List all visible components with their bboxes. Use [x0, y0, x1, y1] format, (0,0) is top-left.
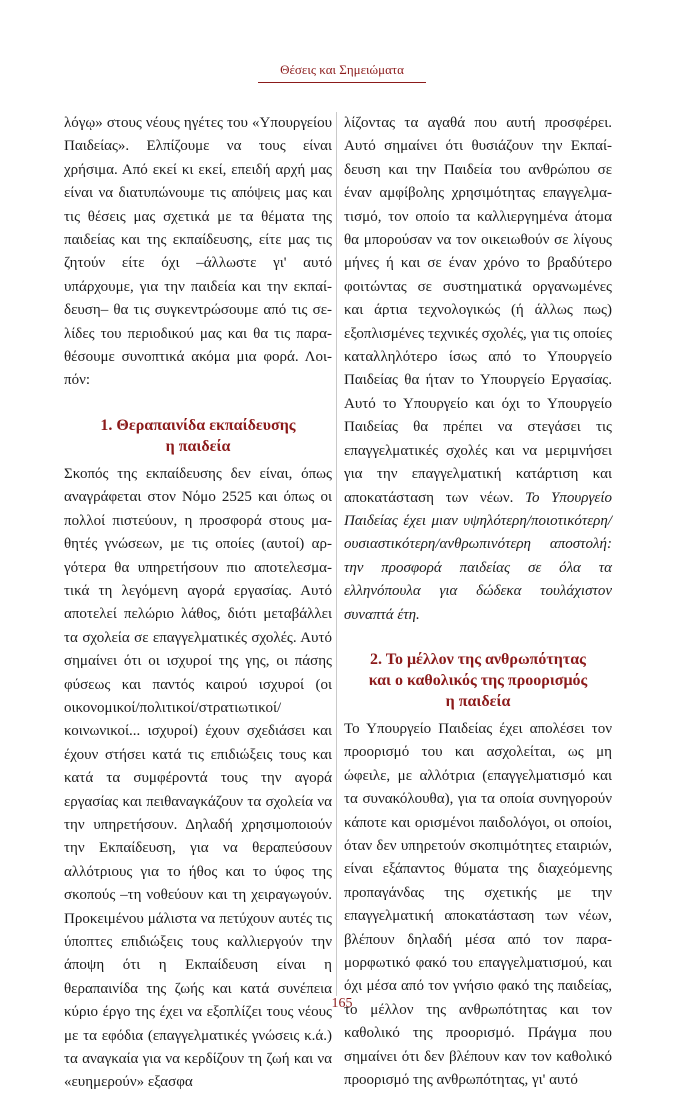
continuation-paragraph	[344, 112, 612, 627]
section-1-title-line-1: 1. Θεραπαινίδα εκπαίδευσης	[100, 416, 296, 434]
running-head	[0, 62, 684, 78]
section-1-title-line-2: η παιδεία	[165, 437, 231, 455]
running-head-rule	[258, 82, 426, 83]
intro-paragraph: λόγῳ» στους νέους ηγέτες του «Υπουργείου Παιδείας». Ελπίζουμε να τους είναι χρήσιμα. Από εκεί κι εκεί, επειδή αρχή μας είναι να διατυπώνουμε τις απόψεις μας και τις θέσεις μας σχετικά με τα θέματα της παιδείας και της εκπαίδευσης, είτε μας τις ζητούν είτε όχι –άλλωστε γι' αυτό υπάρχουμε, για την παιδεία και την εκπαίδευση– θα τις συγκεντρώσουμε από τις σελίδες του περιοδικού μας και θα τις παραθέσουμε συνοπτικά ακόμα μια φορά. Λοιπόν:	[64, 115, 332, 389]
section-2-title-line-1: 2. Το μέλλον της ανθρωπότητας	[370, 650, 586, 668]
section-2-title	[344, 649, 612, 712]
section-2-title-line-3: η παιδεία	[445, 692, 511, 710]
column-divider	[336, 112, 337, 996]
right-column	[344, 112, 612, 1092]
section-1-paragraph: Σκοπός της εκπαίδευσης δεν είναι, όπως αναγράφεται στον Νόμο 2525 και όπως οι πολλοί πιστεύουν, η προσφορά στους μαθητές γνώσεων, με τις οποίες (αυτοί) αργότερα θα υπηρετήσουν πιο αποτελεσματικά τη λεγόμενη αγορά εργασίας. Αυτό αποτελεί πελώριο λάθος, διότι μεταβάλλει τα σχολεία σε επαγγελματικές σχολές. Αυτό σημαίνει ότι οι ισχυροί της γης, οι πάσης φύσεως και παντός καιρού ισχυροί (οι οικονομικοί/πολιτικοί/στρατιωτικοί/κοινωνικοί... ισχυροί) έχουν σχεδιάσει και έχουν στήσει κατά τις επιδιώξεις τους και κατά τα συμφέροντά τους την αγορά εργασίας και πειθαναγκάζουν τα σχολεία να την υπηρετήσουν. Δηλαδή χρησιμοποιούν την Εκπαίδευση, για να θεραπεύσουν αλλότριους για το ήθος και το ύφος της σκοπούς –τη νοθεύουν και τη χειραγωγούν. Προκειμένου μάλιστα να πετύχουν αυτές τις ύποπτες επιδιώξεις τους καλλιεργούν την άποψη ότι η Εκπαίδευση είναι η θεραπαινίδα της ζωής και κατά συνέπεια κύριο έργο της έχει να εξοπλίζει τους νέους με τα εφόδια (επαγγελματικές γνώσεις κ.ά.) τα αναγκαία για να κερδίζουν τη ζωή και να «ευημερούν» εξασφα	[64, 465, 332, 1091]
section-2-paragraph: Το Υπουργείο Παιδείας έχει απολέσει τον προορισμό του και ασχολείται, ως μη ώφειλε, με αλλότρια (επαγγελματισμό και τα συνακόλουθα), για τα οποία συνηγορούν κάποτε και ορισμένοι παιδολόγοι, οι οποίοι, όταν δεν υπηρετούν σκοπιμότητες εταιριών, είναι εξάπαντος θύματα της διαχεόμενης προπαγάνδας της σχετικής με την επαγγελματική αποκατάσταση των νέων, βλέπουν δηλαδή μέσα από τον παραμορφωτικό φακό του επαγγελματισμού, και όχι μέσα από τον γνήσιο φακό της παιδείας, το μέλλον της ανθρωπότητας και τον καθολικό της προορισμό. Πράγμα που σημαίνει ότι δεν βλέπουν καν τον καθολικό προορισμό της ανθρωπότητας, γι' αυτό	[344, 720, 612, 1089]
section-2-title-line-2: και ο καθολικός της προορισμός	[368, 671, 588, 689]
continuation-italic-text: Το Υπουργείο Παιδείας έχει μιαν υψηλότερη/ποιοτικότερη/ουσιαστικότερη/ανθρωπινότερη αποστολή: την προσφορά παιδείας σε όλα τα ελληνόπουλα για δώδεκα τουλάχιστον συναπτά έτη.	[344, 489, 612, 623]
section-1-title	[64, 415, 332, 457]
running-title: Θέσεις και Σημειώματα	[280, 62, 404, 77]
left-column	[64, 112, 332, 1095]
continuation-text: λίζοντας τα αγαθά που αυτή προσφέρει. Αυτό σημαίνει ότι θυσιάζουν την Εκπαίδευση και την Παιδεία του ανθρώπου σε έναν αμφίβολης χρησιμότητας επαγγελματισμό, τον οποίο τα καλλιεργημένα άτομα θα μπορούσαν να τον οικειωθούν σε λίγους μήνες ή και σε έναν χρόνο το βραδύτερο φοιτώντας σε συστηματικά οργανωμένες και άρτια τεχνολογικώς (ή άλλως πως) εξοπλισμένες τεχνικές σχολές, για τις οποίες καταλληλότερο ίσως από το Υπουργείο Παιδείας θα ήταν το Υπουργείο Εργασίας. Αυτό το Υπουργείο και όχι το Υπουργείο Παιδείας θα πρέπει να στεγάσει τις επαγγελματικές σχολές και να μεριμνήσει για την επαγγελματική κατάρτιση και αποκατάσταση των νέων.	[344, 115, 612, 506]
page-number: 165	[331, 996, 353, 1011]
